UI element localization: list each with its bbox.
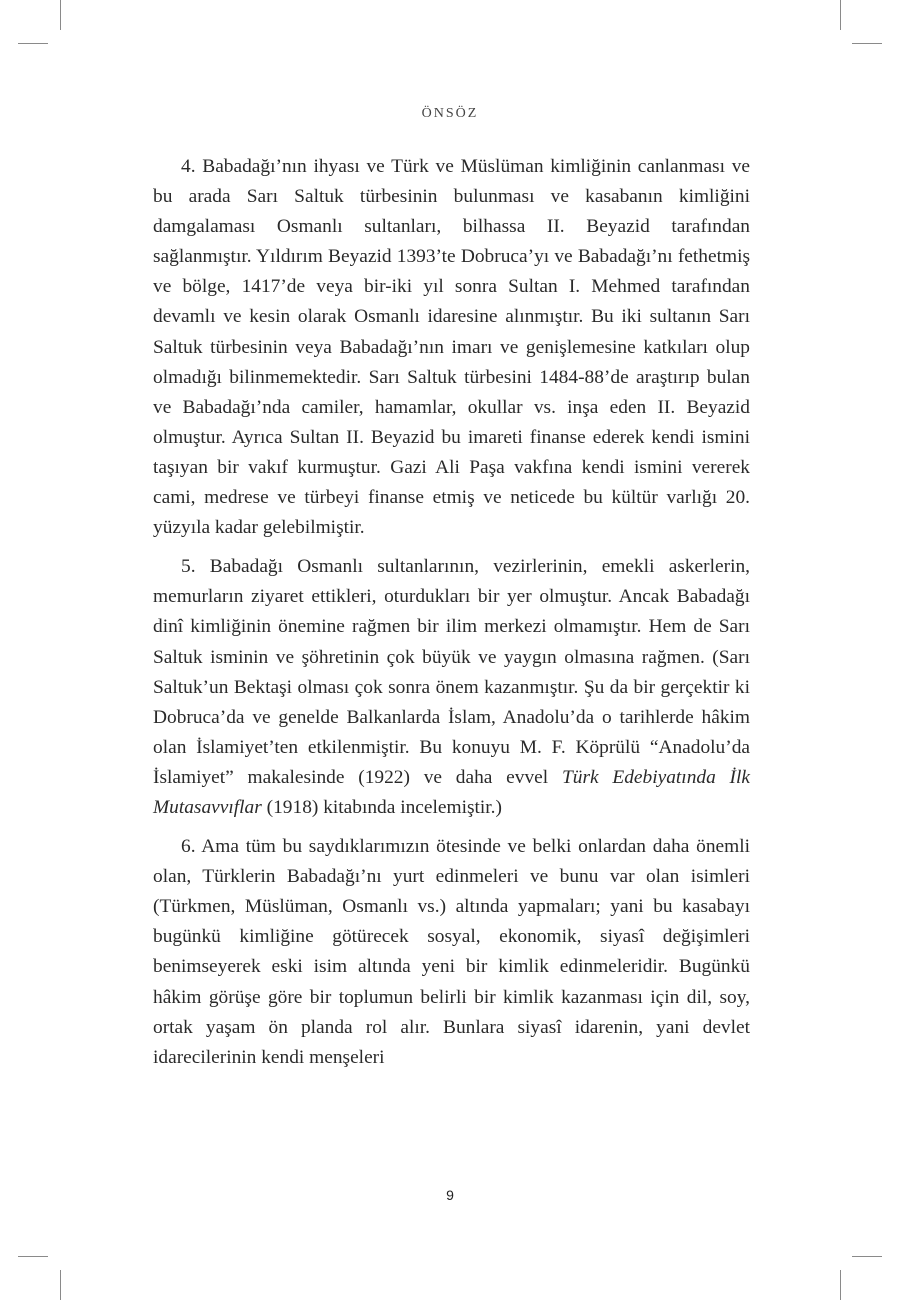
crop-mark	[60, 0, 61, 30]
paragraph-text: (1918) kitabında incelemiştir.)	[261, 796, 502, 818]
crop-mark	[852, 1256, 882, 1257]
crop-mark	[840, 0, 841, 30]
paragraph-text: 6. Ama tüm bu saydıklarımızın ötesinde ve belki onlardan daha önemli olan, Türklerin Babadağı’nı yurt edinmeleri ve bunu var olan isimleri (Türkmen, Müslüman, Osmanlı vs.) altında yapmaları; yani bu kasabayı bugünkü kimliğine götürecek sosyal, ekonomik, siyasî değişimleri benimseyerek eski isim altında yeni bir kimlik edinmeleridir. Bugünkü hâkim görüşe göre bir toplumun belirli bir kimlik kazanması için dil, soy, ortak yaşam ön planda rol alır. Bunlara siyasî idarenin, yani devlet idarecilerinin kendi menşeleri	[153, 836, 750, 1068]
paragraph	[153, 152, 750, 543]
running-head: ÖNSÖZ	[421, 106, 479, 121]
paragraph-text: 5. Babadağı Osmanlı sultanlarının, vezirlerinin, emekli askerlerin, memurların ziyaret ettikleri, oturdukları bir yer olmuştur. Ancak Babadağı dinî kimliğinin önemine rağmen bir ilim merkezi olmamıştır. Hem de Sarı Saltuk isminin ve şöhretinin çok büyük ve yaygın olmasına rağmen. (Sarı Saltuk’un Bektaşi olması çok sonra önem kazanmıştır. Şu da bir gerçektir ki Dobruca’da ve genelde Balkanlarda İslam, Anadolu’da o tarihlerde hâkim olan İslamiyet’ten etkilenmiştir. Bu konuyu M. F. Köprülü “Anadolu’da İslamiyet” makalesinde (1922) ve daha evvel	[153, 556, 750, 788]
page-number: 9	[446, 1187, 454, 1203]
body-text	[153, 152, 750, 1073]
paragraph	[153, 832, 750, 1073]
crop-mark	[60, 1270, 61, 1300]
paragraph-text: 4. Babadağı’nın ihyası ve Türk ve Müslüman kimliğinin canlanması ve bu arada Sarı Saltuk türbesinin bulunması ve kasabanın kimliğini damgalaması Osmanlı sultanları, bilhassa II. Beyazid tarafından sağlanmıştır. Yıldırım Beyazid 1393’te Dobruca’yı ve Babadağı’nı fethetmiş ve bölge, 1417’de veya bir-iki yıl sonra Sultan I. Mehmed tarafından devamlı ve kesin olarak Osmanlı idaresine alınmıştır. Bu iki sultanın Sarı Saltuk türbesinin veya Babadağı’nın imarı ve genişlemesine katkıları olup olmadığı bilinmemektedir. Sarı Saltuk türbesini 1484-88’de araştırıp bulan ve Babadağı’nda camiler, hamamlar, okullar vs. inşa eden II. Beyazid olmuştur. Ayrıca Sultan II. Beyazid bu imareti finanse ederek kendi ismini taşıyan bir vakıf kurmuştur. Gazi Ali Paşa vakfına kendi ismini vererek cami, medrese ve türbeyi finanse etmiş ve neticede bu kültür varlığı 20. yüzyıla kadar gelebilmiştir.	[153, 156, 750, 539]
crop-mark	[840, 1270, 841, 1300]
crop-mark	[18, 43, 48, 44]
paragraph	[153, 552, 750, 823]
crop-mark	[18, 1256, 48, 1257]
crop-mark	[852, 43, 882, 44]
book-title: Türk Edebiyatında İlk Mutasavvıflar	[153, 766, 751, 818]
